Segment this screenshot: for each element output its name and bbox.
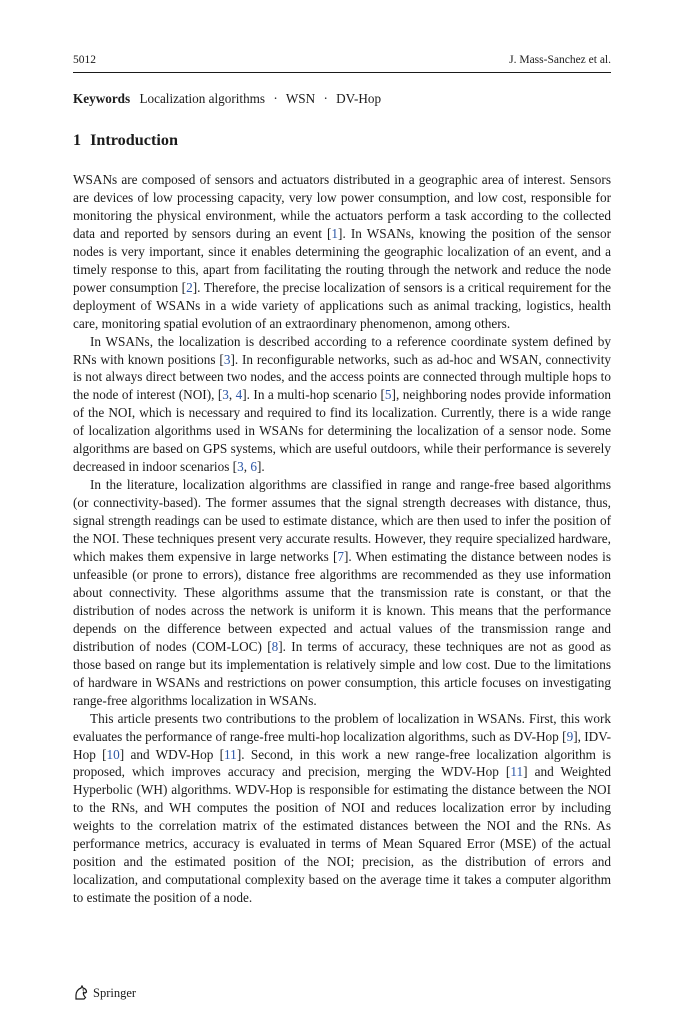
keyword-separator: · [273,91,278,106]
citation-link[interactable]: 9 [566,728,574,744]
body-paragraph [73,710,611,907]
text-run: ]. [256,459,265,475]
text-run: , [228,387,236,403]
keyword-2: WSN [285,91,316,106]
citation-link[interactable]: 11 [510,764,524,780]
text-run: ] and WDV-Hop [ [119,746,225,762]
citation-link[interactable]: 3 [222,387,229,403]
keyword-1: Localization algorithms [139,91,266,106]
citation-link[interactable]: 2 [186,279,193,295]
text-run: ]. In reconfigurable networks, such as ad-hoc and WSAN, connectivity is not always direct between two nodes, and the access points are connected through multiple hops to the node of interest (NOI), [ [73,351,611,403]
citation-link[interactable]: 7 [337,549,345,565]
text-run: ], IDV-Hop [ [73,728,611,762]
text-run: ]. Therefore, the precise localization of sensors is a critical requirement for the deployment of WSANs in a wide variety of applications such as animal tracking, logistics, health care, monitoring spatial evolution of an extraordinary phenomenon, among others. [73,279,611,331]
text-run: WSANs are composed of sensors and actuators distributed in a geographic area of interest. Sensors are devices of low processing capacity, very low power consumption, and low cost, responsible for monitoring the physical environment, while the actuators perform a task according to the collected data and reported by sensors during an event [ [73,172,611,241]
body-paragraph [73,333,611,477]
running-head [73,54,611,66]
citation-link[interactable]: 10 [106,746,120,762]
header-rule [73,72,611,73]
citation-link[interactable]: 6 [250,459,257,475]
section-number: 1 [73,131,82,149]
text-run: ]. In a multi-hop scenario [ [242,387,385,403]
springer-horse-icon [73,985,89,1001]
text-run: This article presents two contributions to the problem of localization in WSANs. First, this work evaluates the performance of range-free multi-hop localization algorithms, such as DV-Hop [ [73,710,611,744]
text-run: ]. In WSANs, knowing the position of the sensor nodes is very important, since it enables determining the geographic localization of an event, and a timely response to this, apart from facilitating the routing through the network and reduce the node power consumption [ [73,225,611,295]
text-run: , [243,459,251,475]
text-run: In WSANs, the localization is described according to a reference coordinate system defined by RNs with known positions [ [73,333,611,367]
running-authors: J. Mass-Sanchez et al. [509,54,611,66]
keywords-line [73,91,381,107]
citation-link[interactable]: 4 [235,387,243,403]
text-run: ]. In terms of accuracy, these techniques are not as good as those based on range but its implementation is relatively simple and low cost. Due to the limitations of hardware in WSANs and restrictions on power consumption, this article focuses on investigating range-free algorithms localization in WSANs. [73,638,612,708]
keyword-separator: · [323,91,328,106]
text-run: ] and Weighted Hyperbolic (WH) algorithms. WDV-Hop is responsible for estimating the distance between the NOI to the RNs, and WH computes the position of NOI and reduces localization error by including weights to the correlation matrix of the estimated distances between the NOI and the RNs. As performance metrics, accuracy is evaluated in terms of Mean Squared Error (MSE) of the actual position and the estimated position of the NOI; precision, as the distribution of errors and localization, and computational complexity based on the average time it takes a computer algorithm to estimate the position of a node. [73,764,611,906]
section-heading [73,131,178,150]
body-paragraph [73,476,611,709]
page-number: 5012 [73,54,96,66]
body-paragraph [73,171,611,333]
citation-link[interactable]: 1 [331,225,339,241]
citation-link[interactable]: 8 [271,638,279,654]
publisher-footer [73,985,136,1001]
body-text [73,171,611,907]
keyword-3: DV-Hop [336,91,382,106]
section-title: Introduction [90,131,178,149]
text-run: In the literature, localization algorithms are classified in range and range-free based algorithms (or connectivity-based). The former assumes that the signal strength decreases with distance, thus, signal strength readings can be used to estimate distance, which are then used to infer the position of the NOI. These techniques present very accurate results. However, they require specialized hardware, which makes them expensive in large networks [ [73,477,611,565]
citation-link[interactable]: 11 [224,746,237,762]
publisher-name: Springer [93,985,137,1000]
citation-link[interactable]: 5 [384,387,392,403]
text-run: ]. Second, in this work a new range-free localization algorithm is proposed, which improves accuracy and precision, merging the WDV-Hop [ [73,746,612,780]
text-run: ]. When estimating the distance between nodes is unfeasible (or prone to errors), distance free algorithms are recommended as they use information about connectivity. These algorithms assume that the transmission rate is constant, or that the distribution of nodes across the network is uniform it is known. This means that the performance depends on the difference between expected and actual values of the transmission range and distribution of nodes (COM-LOC) [ [73,549,611,654]
keywords-label: Keywords [73,91,131,106]
citation-link[interactable]: 3 [237,459,244,475]
citation-link[interactable]: 3 [223,351,231,367]
text-run: ], neighboring nodes provide information of the NOI, which is necessary and required to find its localization. Currently, there is a wide range of localization algorithms used in WSANs for determining the localization of a sensor node. Some algorithms are based on GPS systems, which are useful outdoors, while their performance is severely decreased in indoor scenarios [ [73,387,611,475]
